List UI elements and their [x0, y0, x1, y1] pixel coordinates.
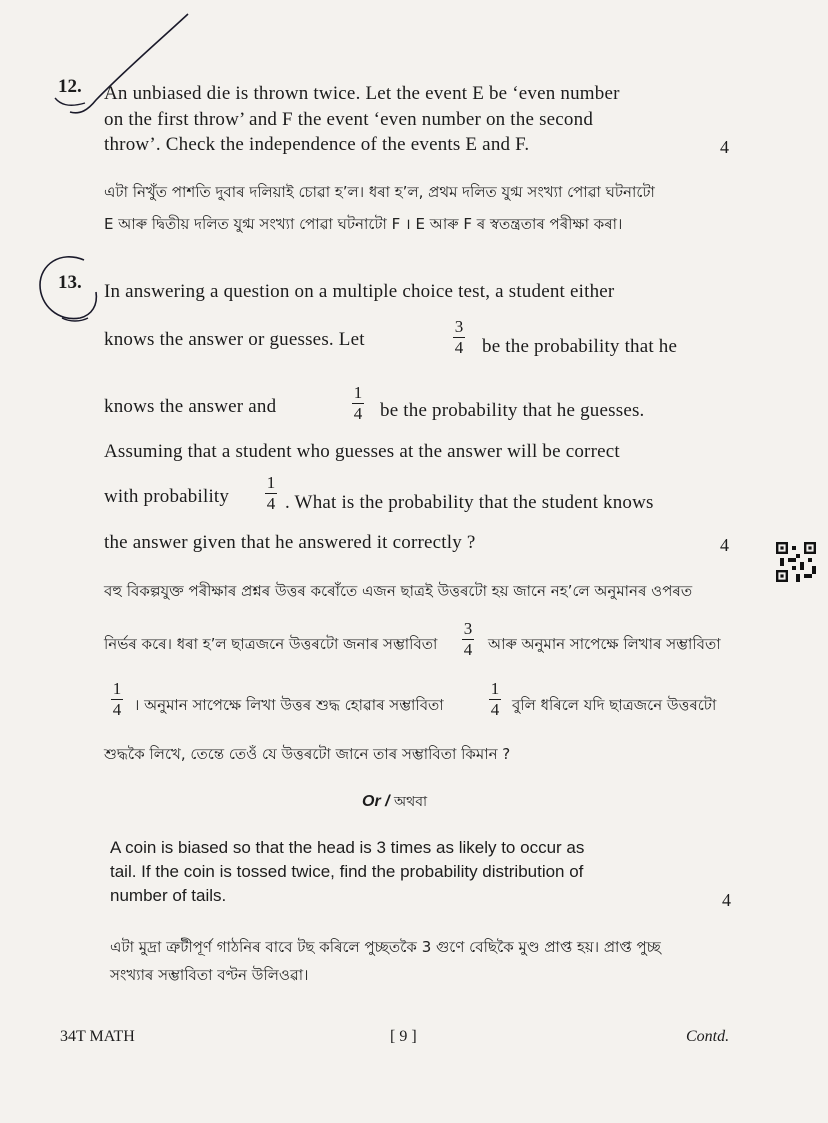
q13-text-line: be the probability that he guesses.	[380, 400, 645, 421]
q12-text-line: An unbiased die is thrown twice. Let the event E be ‘even number	[104, 83, 620, 104]
q13-assamese-line: শুদ্ধকৈ লিখে, তেন্তে তেওঁ যে উত্তৰটো জানে তাৰ সম্ভাবিতা কিমান ?	[104, 745, 511, 763]
q13-alt-text-line: A coin is biased so that the head is 3 times as likely to occur as	[110, 838, 585, 857]
q12-assamese-line: এটা নিখুঁত পাশতি দুবাৰ দলিয়াই চোৱা হ’ল। ধৰা হ’ল, প্ৰথম দলিত যুগ্ম সংখ্যা পোৱা ঘটনাটো	[104, 183, 655, 201]
q13-text-line: knows the answer and	[104, 396, 277, 417]
question-13-number: 13.	[58, 272, 82, 293]
q13-alt-assamese-line: সংখ্যাৰ সম্ভাবিতা বণ্টন উলিওৱা।	[110, 966, 309, 984]
q13-assamese-line: । অনুমান সাপেক্ষে লিখা উত্তৰ শুদ্ধ হোৱাৰ সম্ভাবিতা	[134, 696, 444, 714]
q13-text-line: with probability	[104, 486, 230, 507]
q12-text-line: throw’. Check the independence of the events E and F.	[104, 134, 530, 155]
q12-marks: 4	[720, 137, 729, 157]
fraction-one-quarter: 1 4	[490, 679, 500, 719]
fraction-three-quarters: 3 4	[463, 619, 473, 659]
q13-alt-text-line: tail. If the coin is tossed twice, find the probability distribution of	[110, 862, 584, 881]
q13-assamese-line: নিৰ্ভৰ কৰে। ধৰা হ’ল ছাত্ৰজনে উত্তৰটো জনাৰ সম্ভাবিতা	[104, 635, 438, 653]
qr-code-icon	[776, 542, 816, 582]
q13-text-line: the answer given that he answered it correctly ?	[104, 532, 476, 553]
q13-assamese-line: বুলি ধৰিলে যদি ছাত্ৰজনে উত্তৰটো	[512, 696, 717, 714]
fraction-one-quarter: 1 4	[266, 473, 276, 513]
q13-text-line: be the probability that he	[482, 336, 678, 357]
fraction-three-quarters: 3 4	[454, 317, 464, 357]
q13-alt-text-line: number of tails.	[110, 886, 227, 905]
q13-assamese-line: বহু বিকল্পযুক্ত পৰীক্ষাৰ প্ৰশ্নৰ উত্তৰ কৰোঁতে এজন ছাত্ৰই উত্তৰটো হয় জানে নহ’লে অনুমানৰ ওপৰত	[104, 582, 693, 600]
q13-text-line: In answering a question on a multiple choice test, a student either	[104, 281, 615, 302]
q13-alt-marks: 4	[722, 890, 731, 910]
q12-text-line: on the first throw’ and F the event ‘even number on the second	[104, 109, 594, 130]
q13-text-line: Assuming that a student who guesses at the answer will be correct	[104, 441, 620, 462]
q13-text-line: . What is the probability that the student knows	[285, 492, 654, 513]
question-12-number: 12.	[58, 76, 82, 97]
q13-text-line: knows the answer or guesses. Let	[104, 329, 365, 350]
q13-marks: 4	[720, 535, 729, 555]
fraction-one-quarter: 1 4	[353, 383, 363, 423]
or-label: Or / অথবা	[362, 793, 428, 810]
q13-alt-assamese-line: এটা মুদ্ৰা ত্ৰুটীপূৰ্ণ গাঠনিৰ বাবে টছ কৰিলে পুচ্ছতকৈ 3 গুণে বেছিকৈ মুণ্ড প্ৰাপ্ত হয়। প্ৰাপ্ত পুচ্ছ	[110, 938, 661, 956]
q12-assamese-line: E আৰু দ্বিতীয় দলিত যুগ্ম সংখ্যা পোৱা ঘটনাটো F । E আৰু F ৰ স্বতন্ত্ৰতাৰ পৰীক্ষা কৰা।	[104, 215, 623, 233]
q13-assamese-line: আৰু অনুমান সাপেক্ষে লিখাৰ সম্ভাবিতা	[488, 635, 721, 653]
footer-page-number: [ 9 ]	[390, 1028, 417, 1045]
fraction-one-quarter: 1 4	[112, 679, 122, 719]
footer-subject-code: 34T MATH	[60, 1028, 135, 1045]
footer-continued: Contd.	[686, 1028, 730, 1045]
